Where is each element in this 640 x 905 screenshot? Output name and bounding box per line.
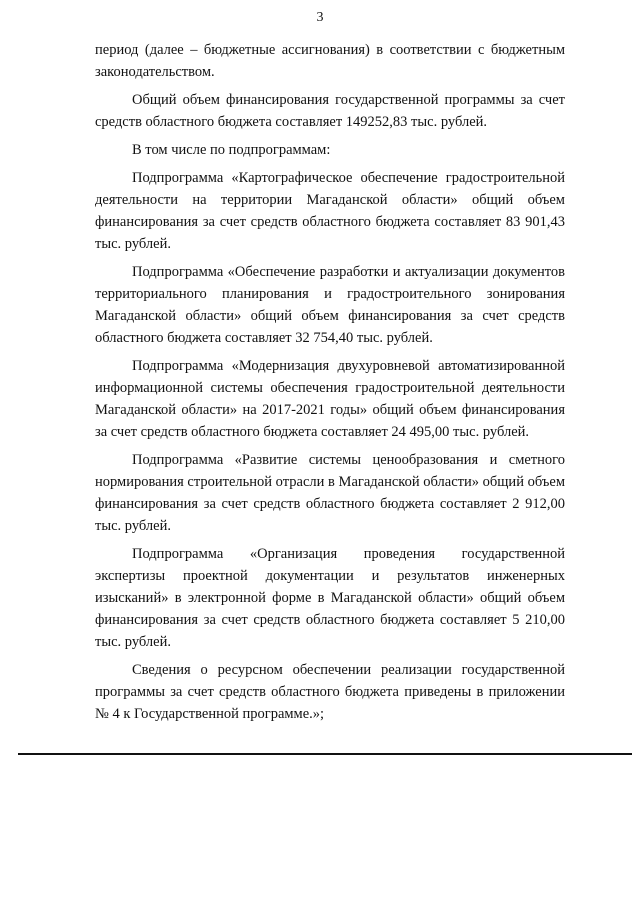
paragraph-subprogram-pricing: Подпрограмма «Развитие системы ценообразования и сметного нормирования строительной отрасли в Магаданской области» общий объем финансирования за счет средств областного бюджета составляет 2 912,00 тыс. рублей. [95, 452, 565, 534]
paragraph-subprogram-cartography: Подпрограмма «Картографическое обеспечение градостроительной деятельности на территории Магаданской области» общий объем финансирования за счет средств областного бюджета составляет 83 901,43 тыс. рублей. [95, 170, 565, 252]
paragraph-subprogram-planning: Подпрограмма «Обеспечение разработки и актуализации документов территориального планирования и градостроительного зонирования Магаданской области» общий объем финансирования за счет средств областного бюджета составляет 32 754,40 тыс. рублей. [95, 264, 565, 346]
horizontal-divider [18, 753, 632, 755]
paragraph-subprogram-modernization: Подпрограмма «Модернизация двухуровневой автоматизированной информационной системы обеспечения градостроительной деятельности Магаданской области» на 2017-2021 годы» общий объем финансирования за счет средств областного бюджета составляет 24 495,00 тыс. рублей. [95, 358, 565, 440]
paragraph-resource-info: Сведения о ресурсном обеспечении реализации государственной программы за счет средств областного бюджета приведены в приложении № 4 к Государственной программе.»; [95, 662, 565, 722]
paragraph-continuation: период (далее – бюджетные ассигнования) в соответствии с бюджетным законодательством. [95, 42, 565, 80]
paragraph-total-funding: Общий объем финансирования государственной программы за счет средств областного бюджета составляет 149252,83 тыс. рублей. [95, 92, 565, 130]
document-body [95, 39, 565, 731]
paragraph-subprograms-intro: В том числе по подпрограммам: [132, 142, 331, 158]
paragraph-subprogram-expertise: Подпрограмма «Организация проведения государственной экспертизы проектной документации и результатов инженерных изысканий» в электронной форме в Магаданской области» общий объем финансирования за счет средств областного бюджета составляет 5 210,00 тыс. рублей. [95, 546, 565, 650]
page-number: 3 [316, 10, 324, 25]
